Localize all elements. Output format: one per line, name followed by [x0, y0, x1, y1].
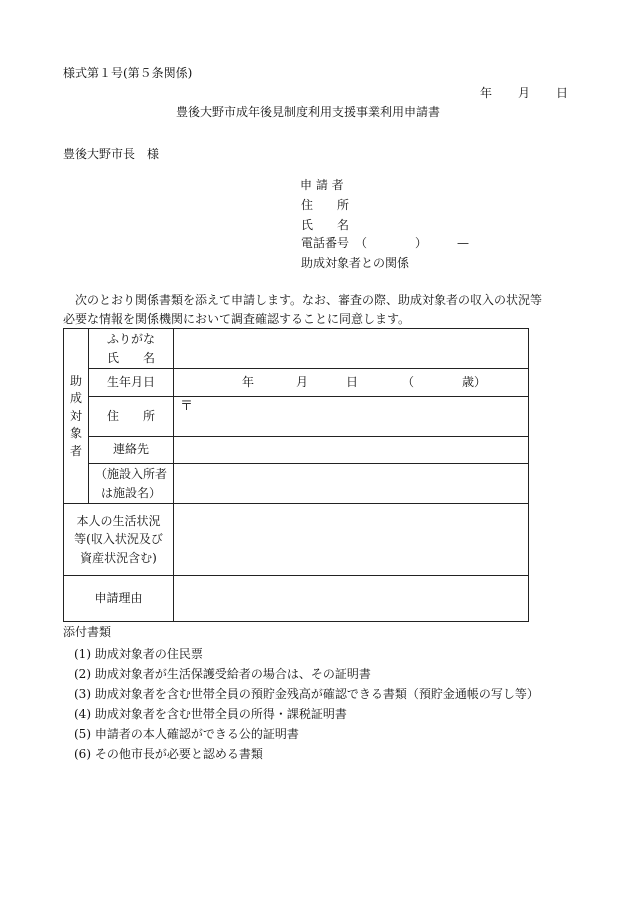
- subject-group-label: [64, 329, 89, 504]
- applicant-relation-label: 助成対象者との関係: [301, 256, 410, 270]
- attachment-item: (2) 助成対象者が生活保護受給者の場合は、その証明書: [74, 667, 371, 681]
- attachments-list: [74, 644, 539, 764]
- facility-label-line-1: （施設入所者: [94, 466, 167, 481]
- attachment-item: (5) 申請者の本人確認ができる公的証明書: [74, 727, 299, 741]
- subject-name-label: 氏 名: [106, 350, 155, 365]
- subject-char-4: 象: [69, 426, 82, 441]
- attachment-item: (6) その他市長が必要と認める書類: [74, 747, 263, 761]
- birthdate-label: 生年月日: [89, 369, 174, 397]
- subject-address-field[interactable]: [174, 397, 529, 437]
- addressee: 豊後大野市長 様: [63, 147, 160, 161]
- consent-line-2: 必要な情報を関係機関において調査確認することに同意します。: [63, 312, 411, 326]
- subject-address-label: 住 所: [89, 397, 174, 437]
- contact-field[interactable]: [174, 437, 529, 464]
- reason-label: 申請理由: [64, 576, 174, 622]
- attachment-item: (3) 助成対象者を含む世帯全員の預貯金残高が確認できる書類（預貯金通帳の写し等）: [74, 687, 539, 701]
- subject-char-2: 成: [69, 391, 82, 406]
- applicant-phone-label: 電話番号 （ ） —: [301, 236, 470, 250]
- subject-char-1: 助: [69, 374, 82, 389]
- applicant-name-label: 氏 名: [301, 218, 350, 232]
- living-status-field[interactable]: [174, 504, 529, 576]
- attachment-item: (4) 助成対象者を含む世帯全員の所得・課税証明書: [74, 707, 347, 721]
- birth-month-label: 月: [296, 375, 309, 389]
- facility-label-line-2: は施設名）: [100, 485, 161, 500]
- subject-char-5: 者: [69, 443, 82, 458]
- form-number: 様式第１号(第５条関係): [63, 66, 193, 80]
- birth-day-label: 日: [346, 375, 359, 389]
- document-title: 豊後大野市成年後見制度利用支援事業利用申請書: [176, 105, 441, 119]
- living-status-line-3: 資産状況含む): [80, 550, 157, 565]
- name-label-cell: [89, 329, 174, 369]
- birthdate-field[interactable]: [174, 369, 529, 397]
- applicant-address-label: 住 所: [301, 198, 350, 212]
- living-status-line-1: 本人の生活状況: [76, 513, 161, 528]
- birth-year-label: 年: [242, 375, 255, 389]
- living-status-line-2: 等(収入状況及び: [74, 532, 163, 547]
- postal-mark: 〒: [180, 399, 194, 414]
- application-table: [63, 328, 529, 622]
- reason-field[interactable]: [174, 576, 529, 622]
- facility-label-cell: [89, 464, 174, 504]
- contact-label: 連絡先: [89, 437, 174, 464]
- attachments-heading: 添付書類: [63, 625, 112, 639]
- consent-line-1: 次のとおり関係書類を添えて申請します。なお、審査の際、助成対象者の収入の状況等: [63, 293, 543, 307]
- subject-name-field[interactable]: [174, 329, 529, 369]
- attachment-item: (1) 助成対象者の住民票: [74, 647, 203, 661]
- living-status-label-cell: [64, 504, 174, 576]
- furigana-label: ふりがな: [106, 331, 155, 346]
- date-month-label: 月: [518, 86, 531, 100]
- applicant-heading: 申 請 者: [300, 178, 344, 192]
- facility-field[interactable]: [174, 464, 529, 504]
- subject-char-3: 対: [69, 408, 82, 423]
- date-day-label: 日: [556, 86, 569, 100]
- date-year-label: 年: [480, 86, 493, 100]
- age-label: （ 歳）: [402, 375, 487, 389]
